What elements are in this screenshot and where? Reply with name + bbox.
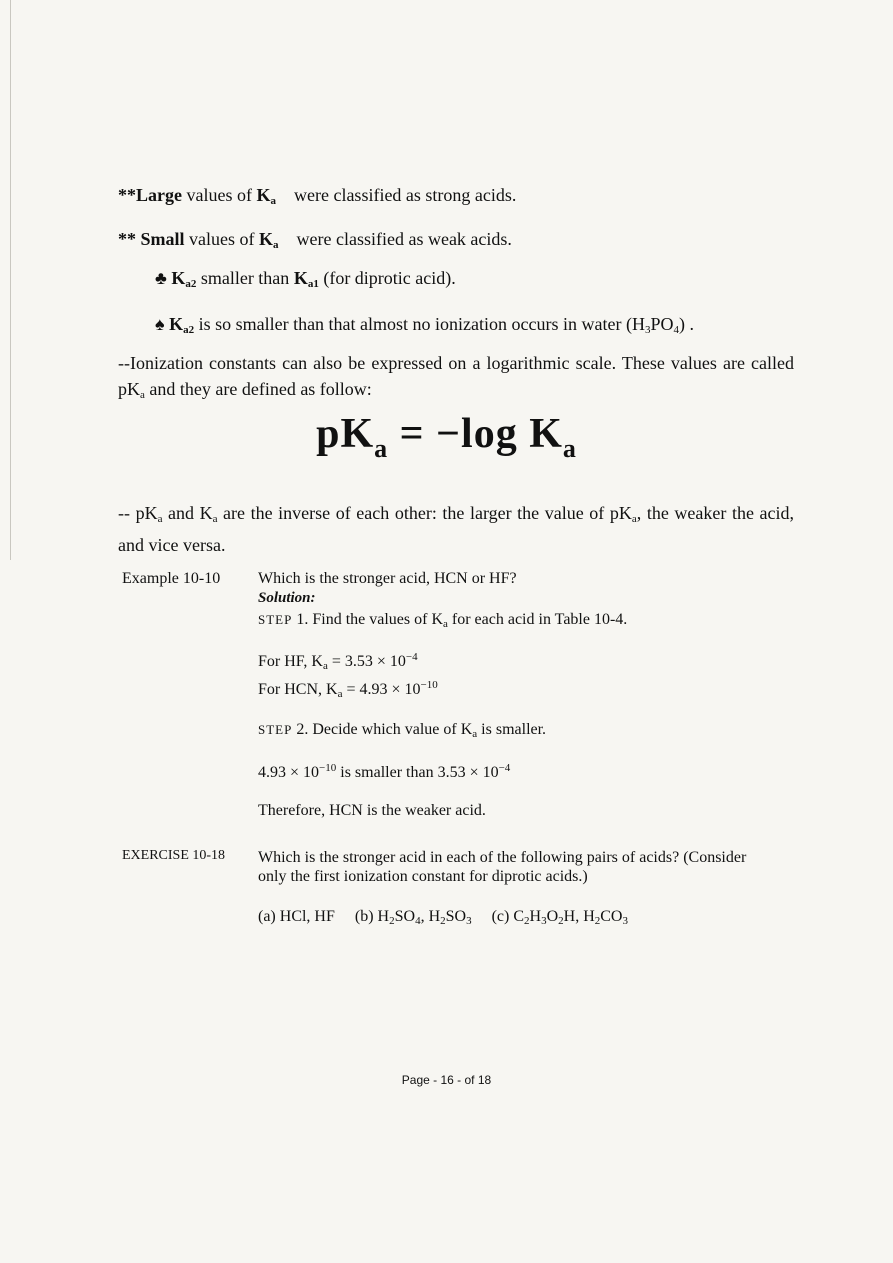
weak-acid-line: ** Small values of $K_a$ were classified as weak acids. — [118, 229, 512, 251]
example-question: Which is the stronger acid, HCN or HF? — [258, 570, 517, 587]
inverse-relation-paragraph: -- $pK_a$ and $K_a$ are the inverse of each other: the larger the value of $pK_a$, the weaker the acid, and vice versa. — [118, 503, 794, 555]
option-c: (c) $C_2H_3O_2H$, $H_2CO_3$ — [491, 908, 628, 927]
option-b: (b) $H_2SO_4$, $H_2SO_3$ — [354, 908, 472, 927]
hcn-ka-value: For HCN, $K_a = 4.93 \times 10^{-10}$ — [258, 679, 438, 700]
step-1: STEP 1. Find the values of $K_a$ for each acid in Table 10-4. — [258, 611, 628, 630]
conclusion: Therefore, HCN is the weaker acid. — [258, 802, 486, 819]
strong-acid-line: **Large values of $K_a$ were classified as strong acids. — [118, 185, 517, 207]
exercise-question: Which is the stronger acid in each of the following pairs of acids? (Consider only the first ionization constant for diprotic acids.) — [258, 849, 747, 885]
bullet-ka2-h3po4: ♠ $K_{a2}$ is so smaller than that almost no ionization occurs in water $(H_3PO_4)$ . — [155, 314, 694, 336]
club-icon: ♣ — [155, 268, 167, 288]
spade-icon: ♠ — [155, 314, 165, 334]
bullet-ka2-diprotic: ♣ $K_{a2}$ smaller than $K_{a1}$ (for diprotic acid). — [155, 268, 456, 290]
page-number: Page - 16 - of 18 — [401, 1073, 492, 1087]
exercise-options — [258, 908, 628, 927]
example-label: Example 10-10 — [122, 570, 221, 587]
solution-heading: Solution: — [258, 590, 316, 606]
hf-ka-value: For HF, $K_a = 3.53 \times 10^{-4}$ — [258, 651, 418, 672]
exercise-label: EXERCISE 10-18 — [122, 848, 226, 863]
option-a: (a) HCl, HF — [258, 908, 335, 925]
page-edge-line — [10, 0, 11, 560]
step-2: STEP 2. Decide which value of $K_a$ is smaller. — [258, 721, 547, 740]
pka-formula: $pK_a = -\log$ $K_a$ — [316, 411, 577, 463]
logarithmic-scale-paragraph: --Ionization constants can also be expressed on a logarithmic scale. These values are called $pK_a$ and they are defined as follow: — [118, 353, 794, 401]
ka-comparison: $4.93 \times 10^{-10}$ is smaller than $3.53 \times 10^{-4}$ — [258, 762, 511, 781]
